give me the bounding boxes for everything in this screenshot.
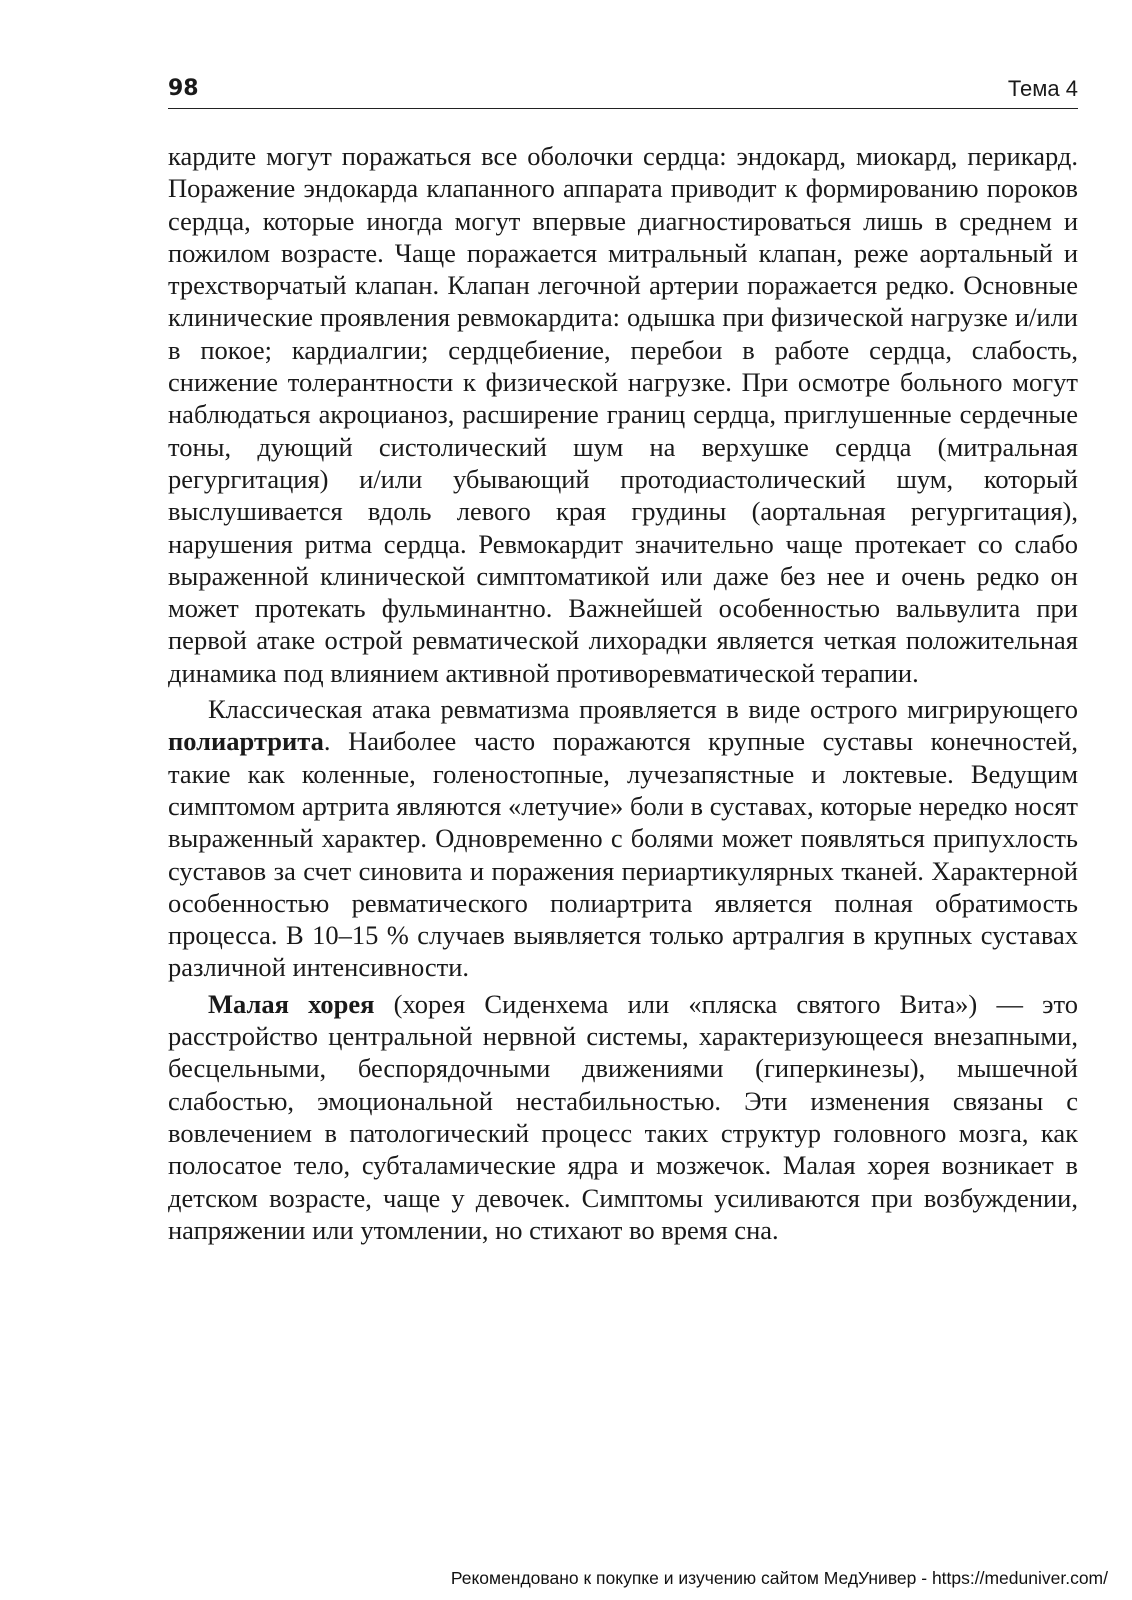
running-title: Тема 4: [1007, 76, 1078, 101]
paragraph-text: . Наиболее часто поражаются крупные суставы конечностей, такие как коленные, голеностопные, лучезапястные и локтевые. Ведущим симптомом артрита являются «летучие» боли в суставах, которые нередко носят выраженный характер. Одновременно с болями может появляться припухлость суставов за счет синовита и поражения периартикулярных тканей. Характерной особенностью ревматического полиартрита является полная обратимость процесса. В 10–15 % случаев выявляется только артралгия в крупных суставах различной интенсивности.: [168, 726, 1078, 983]
footer-recommendation: Рекомендовано к покупке и изучению сайтом МедУнивер - https://meduniver.com/: [450, 1568, 1108, 1588]
paragraph-carditis: кардите могут поражаться все оболочки сердца: эндокард, миокард, перикард. Поражение эндокарда клапанного аппарата приводит к формированию пороков сердца, которые иногда могут впервые диагностироваться лишь в среднем и пожилом возрасте. Чаще поражается митральный клапан, реже аортальный и трехстворчатый клапан. Клапан легочной артерии поражается редко. Основные клинические проявления ревмокардита: одышка при физической нагрузке и/или в покое; кардиалгии; сердцебиение, перебои в работе сердца, слабость, снижение толерантности к физической нагрузке. При осмотре больного могут наблюдаться акроцианоз, расширение границ сердца, приглушенные сердечные тоны, дующий систолический шум на верхушке сердца (митральная регургитация) и/или убывающий протодиастолический шум, который выслушивается вдоль левого края грудины (аортальная регургитация), нарушения ритма сердца. Ревмокардит значительно чаще протекает со слабо выраженной клинической симптоматикой или даже без нее и очень редко он может протекать фульминантно. Важнейшей особенностью вальвулита при первой атаке острой ревматической лихорадки является четкая положительная динамика под влиянием активной противоревматической терапии.: [168, 141, 1078, 688]
bold-term-polyarthritis: полиартрита: [168, 726, 324, 757]
page-number: 98: [168, 76, 199, 101]
paragraph-chorea: [168, 988, 1078, 1246]
body-text: [168, 140, 1078, 1250]
paragraph-text: Классическая атака ревматизма проявляется в виде острого мигрирующего: [208, 694, 1078, 725]
page-header: [168, 74, 1078, 109]
paragraph-text: (хорея Сиденхема или «пляска святого Вита») — это расстройство центральной нервной системы, характеризующееся внезапными, бесцельными, беспорядочными движениями (гиперкинезы), мышечной слабостью, эмоциональной нестабильностью. Эти изменения связаны с вовлечением в патологический процесс таких структур головного мозга, как полосатое тело, субталамические ядра и мозжечок. Малая хорея возникает в детском возрасте, чаще у девочек. Симптомы усиливаются при возбуждении, напряжении или утомлении, но стихают во время сна.: [168, 988, 1078, 1245]
bold-term-chorea: Малая хорея: [208, 988, 375, 1019]
paragraph-polyarthritis: [168, 693, 1078, 984]
